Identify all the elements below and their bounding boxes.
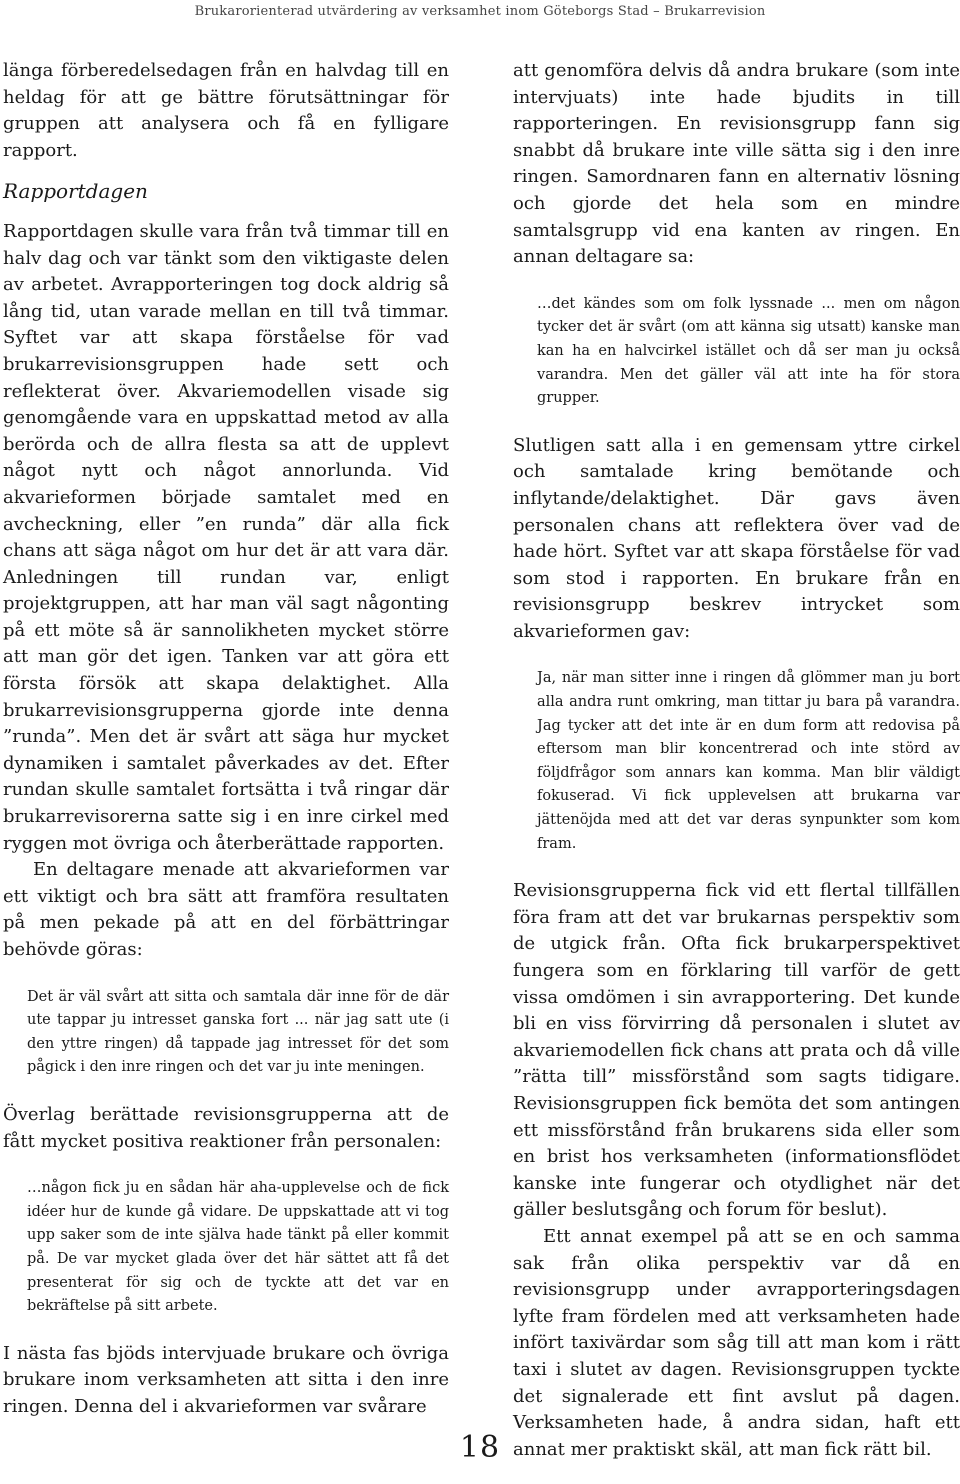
block-quote: …någon fick ju en sådan här aha-upplevelse och de fick idéer hur de kunde gå vidare. De uppskattade att vi tog upp saker som de inte själva hade tänkt på eller kommit på. De var mycket glada över det här sättet att få det presenterat för sig och de tyckte att det var en bekräftelse på sitt arbete. <box>27 1180 449 1315</box>
body-paragraph: Revisionsgrupperna fick vid ett flertal tillfällen föra fram att det var brukarnas perspektiv som de utgick från. Ofta fick brukarperspektivet fungera som en förklaring till varför de gett vissa omdömen i sin avrapportering. Det kunde bli en viss förvirring då personalen i slutet av akvariemodellen fick chans att prata och då ville ”rätta till” missförstånd som sagts tidigare. Revisionsgruppen fick bemöta det som antingen ett missförstånd från brukarens sida eller som en brist hos verksamheten (informationsflödet kanske inte fungerar och otydlighet när det gäller beslutsgång och forum för beslut). <box>513 880 960 1221</box>
body-paragraph: Rapportdagen skulle vara från två timmar till en halv dag och var tänkt som den viktigaste delen av arbetet. Avrapporteringen tog dock aldrig så lång tid, utan varade mellan en till två timmar. Syftet var att skapa förståelse för vad brukarrevisionsgruppen hade sett och reflekterat över. Akvariemodellen visade sig genomgående vara en uppskattad metod av alla berörda och de allra flesta sa att de upplevt något nytt och något annorlunda. Vid akvarieformen började samtalet med en avcheckning, eller ”en runda” där alla fick chans att säga något om hur det är att vara där. Anledningen till rundan var, enligt projektgruppen, att har man väl sagt någonting på ett möte så är sannolikheten mycket större att man gör det igen. Tanken var att göra ett första försök att skapa delaktighet. Alla brukarrevisionsgrupperna gjorde inte denna ”runda”. Men det är svårt att säga hur mycket dynamiken i samtalet påverkades av det. Efter rundan skulle samtalet fortsätta i två ringar där brukarrevisorerna satte sig i en inre cirkel med ryggen mot övriga och återberättade rapporten. <box>3 220 449 854</box>
page-number: 18 <box>459 1430 501 1465</box>
body-paragraph: Ett annat exempel på att se en och samma sak från olika perspektiv var då en revisionsgrupp under avrapporteringsdagen lyfte fram fördelen med att verksamheten hade infört taxivärdar som såg till att man kom i rätt taxi i slutet av dagen. Revisionsgruppen tyckte det signalerade ett fint avslut på dagen. Verksamheten hade, å andra sidan, haft ett annat mer praktiskt skäl, att man fick rätt bil. <box>513 1225 960 1460</box>
block-quote: Ja, när man sitter inne i ringen då glömmer man ju bort alla andra runt omkring, man tittar ju bara på varandra. Jag tycker att det inte är en dum form att redovisa på eftersom man blir koncentrerad och inte störd av följdfrågor som annars kan komma. Man blir väldigt fokuserad. Vi fick upplevelsen att brukarna var jättenöjda med att det var deras synpunkter som kom fram. <box>537 670 960 852</box>
left-column <box>3 58 449 1421</box>
body-paragraph: Överlag berättade revisionsgrupperna att de fått mycket positiva reaktioner från personalen: <box>3 1103 449 1152</box>
section-heading: Rapportdagen <box>3 179 148 204</box>
body-paragraph: En deltagare menade att akvarieformen var ett viktigt och bra sätt att framföra resultaten på men pekade på att en del förbättringar behövde göras: <box>3 859 449 960</box>
block-quote: Det är väl svårt att sitta och samtala där inne för de där ute tappar ju intresset ganska fort ... när jag satt ute (i den yttre ringen) då tappade jag intresset för det som pågick i den inre ringen och det var ju inte meningen. <box>27 988 449 1076</box>
body-paragraph: länga förberedelsedagen från en halvdag till en heldag för att ge bättre förutsättningar för gruppen att analysera och få en fylligare rapport. <box>3 60 449 161</box>
body-paragraph: I nästa fas bjöds intervjuade brukare och övriga brukare inom verksamheten att sitta i den inre ringen. Denna del i akvarieformen var svårare <box>3 1342 449 1417</box>
body-paragraph: att genomföra delvis då andra brukare (som inte intervjuats) inte hade bjudits in till rapporteringen. En revisionsgrupp fann sig snabbt då brukare inte ville sätta sig i den inre ringen. Samordnaren fann en alternativ lösning och gjorde det hela som en mindre samtalsgrupp vid ena kanten av ringen. En annan deltagare sa: <box>513 60 960 268</box>
block-quote: …det kändes som om folk lyssnade ... men om någon tycker det är svårt (om att känna sig utsatt) kanske man kan ha en halvcirkel istället och då ser man ju också varandra. Men det gäller väl att inte ha för stora grupper. <box>537 295 960 407</box>
right-column <box>513 58 960 1463</box>
body-paragraph: Slutligen satt alla i en gemensam yttre cirkel och samtalade kring bemötande och inflytande/delaktighet. Där gavs även personalen chans att reflektera över vad de hade hört. Syftet var att skapa förståelse för vad som stod i rapporten. En brukare från en revisionsgrupp beskrev intrycket som akvarieformen gav: <box>513 434 960 642</box>
running-header: Brukarorienterad utvärdering av verksamhet inom Göteborgs Stad – Brukarrevision <box>194 4 766 19</box>
